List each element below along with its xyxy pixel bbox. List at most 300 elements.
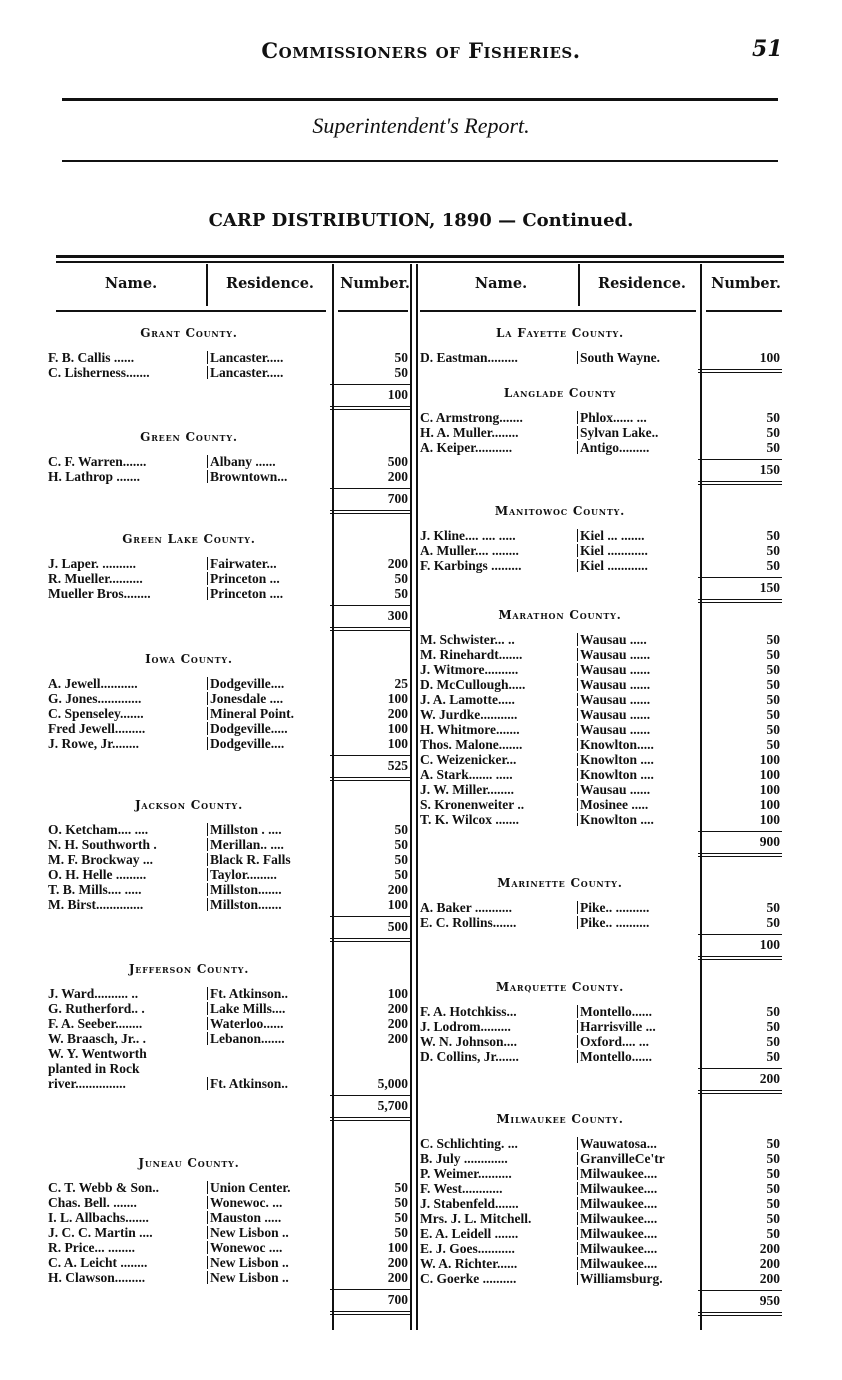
table-row — [420, 1256, 780, 1271]
number-cell: 100 — [387, 986, 408, 1001]
residence-cell: Waterloo...... — [210, 1016, 284, 1031]
name-cell: Mueller Bros........ — [48, 586, 151, 601]
cell-divider — [577, 529, 578, 542]
cell-divider — [207, 1196, 208, 1209]
number-cell: 50 — [766, 440, 780, 455]
name-cell: D. Collins, Jr....... — [420, 1049, 519, 1064]
cell-divider — [207, 707, 208, 720]
table-row — [420, 1136, 780, 1151]
number-cell: 50 — [394, 852, 408, 867]
number-cell: 50 — [766, 1019, 780, 1034]
name-cell: F. A. Seeber........ — [48, 1016, 143, 1031]
number-cell: 50 — [394, 350, 408, 365]
county-total: 900 — [759, 834, 780, 849]
table-row — [420, 528, 780, 543]
number-cell: 100 — [387, 721, 408, 736]
number-cell: 50 — [766, 1166, 780, 1181]
residence-cell: Millston....... — [210, 897, 282, 912]
table-row — [420, 752, 780, 767]
double-rule — [330, 406, 410, 410]
table-row — [48, 676, 408, 691]
county-heading: Juneau County. — [138, 1156, 240, 1170]
number-cell: 50 — [394, 837, 408, 852]
cell-divider — [207, 823, 208, 836]
table-row — [420, 1004, 780, 1019]
cell-divider — [577, 441, 578, 454]
residence-cell: Mauston ..... — [210, 1210, 282, 1225]
number-cell: 50 — [394, 1180, 408, 1195]
county-total: 100 — [387, 387, 408, 402]
residence-cell: Milwaukee.... — [580, 1166, 658, 1181]
number-cell: 100 — [759, 752, 780, 767]
cell-divider — [207, 351, 208, 364]
number-cell: 50 — [766, 737, 780, 752]
number-cell: 100 — [387, 691, 408, 706]
sum-rule — [698, 1290, 782, 1291]
cell-divider — [577, 901, 578, 914]
sum-rule — [330, 916, 410, 917]
cell-divider — [207, 677, 208, 690]
table-row — [420, 647, 780, 662]
table-row — [48, 837, 408, 852]
residence-cell: Montello...... — [580, 1004, 652, 1019]
cell-divider — [207, 366, 208, 379]
table-row — [48, 1255, 408, 1270]
table-row — [420, 1034, 780, 1049]
table-row — [420, 692, 780, 707]
name-cell: J. A. Lamotte..... — [420, 692, 515, 707]
number-cell: 100 — [759, 797, 780, 812]
residence-cell: Lancaster..... — [210, 350, 284, 365]
cell-divider — [207, 1226, 208, 1239]
cell-divider — [207, 572, 208, 585]
cell-divider — [577, 351, 578, 364]
table-row — [420, 632, 780, 647]
residence-cell: Harrisville ... — [580, 1019, 656, 1034]
table-row — [420, 1271, 780, 1286]
county-heading: Green County. — [140, 430, 238, 444]
cell-divider — [577, 648, 578, 661]
name-cell: M. Schwister... .. — [420, 632, 515, 647]
name-cell: C. F. Warren....... — [48, 454, 147, 469]
sum-rule — [330, 488, 410, 489]
cell-divider — [207, 898, 208, 911]
number-cell: 50 — [766, 915, 780, 930]
table-row — [420, 1196, 780, 1211]
table-row — [48, 1061, 408, 1076]
cell-divider — [207, 722, 208, 735]
residence-cell: Merillan.. .... — [210, 837, 284, 852]
county-heading: Grant County. — [140, 326, 238, 340]
cell-divider — [577, 1005, 578, 1018]
number-cell: 100 — [759, 767, 780, 782]
report-subtitle: Superintendent's Report. — [312, 113, 530, 138]
number-cell: 50 — [766, 1226, 780, 1241]
cell-divider — [577, 768, 578, 781]
cell-divider — [207, 557, 208, 570]
residence-cell: Milwaukee.... — [580, 1226, 658, 1241]
name-cell: C. Goerke .......... — [420, 1271, 517, 1286]
number-cell: 50 — [766, 692, 780, 707]
name-cell: E. C. Rollins....... — [420, 915, 517, 930]
header-underline — [706, 310, 782, 312]
residence-cell: Milwaukee.... — [580, 1196, 658, 1211]
name-cell: A. Jewell........... — [48, 676, 138, 691]
number-cell: 50 — [766, 647, 780, 662]
table-title: CARP DISTRIBUTION, 1890 — Continued. — [208, 210, 634, 231]
name-cell: J. W. Miller........ — [420, 782, 515, 797]
number-cell: 50 — [394, 1195, 408, 1210]
cell-divider — [207, 470, 208, 483]
residence-cell: Montello...... — [580, 1049, 652, 1064]
double-rule — [698, 1312, 782, 1316]
table-row — [48, 691, 408, 706]
table-row — [48, 469, 408, 484]
cell-divider — [577, 1257, 578, 1270]
table-row — [48, 1195, 408, 1210]
number-cell: 200 — [387, 469, 408, 484]
cell-divider — [577, 783, 578, 796]
divider — [410, 264, 412, 1330]
residence-cell: Knowlton .... — [580, 812, 654, 827]
sum-rule — [698, 934, 782, 935]
cell-divider — [207, 1002, 208, 1015]
name-cell: H. Lathrop ....... — [48, 469, 141, 484]
name-cell: C. Armstrong....... — [420, 410, 523, 425]
name-cell: M. Birst.............. — [48, 897, 144, 912]
residence-cell: Wausau ...... — [580, 677, 651, 692]
residence-cell: Pike.. .......... — [580, 900, 650, 915]
residence-cell: Browntown... — [210, 469, 288, 484]
name-cell: C. Lisherness....... — [48, 365, 150, 380]
table-row — [420, 425, 780, 440]
county-heading: Marquette County. — [495, 980, 625, 994]
cell-divider — [577, 1227, 578, 1240]
table-row — [420, 722, 780, 737]
number-cell: 200 — [387, 882, 408, 897]
number-cell: 50 — [394, 1225, 408, 1240]
number-cell: 50 — [766, 1136, 780, 1151]
name-cell: H. Whitmore....... — [420, 722, 520, 737]
cell-divider — [577, 663, 578, 676]
cell-divider — [577, 813, 578, 826]
double-rule — [698, 369, 782, 373]
name-cell: C. Schlichting. ... — [420, 1136, 518, 1151]
residence-cell: Fairwater... — [210, 556, 277, 571]
residence-cell: Knowlton .... — [580, 767, 654, 782]
residence-cell: Lake Mills.... — [210, 1001, 286, 1016]
double-rule — [330, 938, 410, 942]
residence-cell: Milwaukee.... — [580, 1181, 658, 1196]
number-cell: 500 — [387, 454, 408, 469]
table-row — [420, 900, 780, 915]
residence-cell: Knowlton..... — [580, 737, 654, 752]
cell-divider — [577, 738, 578, 751]
number-cell: 100 — [759, 812, 780, 827]
number-cell: 100 — [387, 736, 408, 751]
table-row — [420, 707, 780, 722]
table-row — [48, 571, 408, 586]
number-cell: 50 — [766, 410, 780, 425]
table-row — [420, 1166, 780, 1181]
cell-divider — [577, 916, 578, 929]
sum-rule — [330, 1095, 410, 1096]
cell-divider — [577, 1020, 578, 1033]
table-row — [420, 915, 780, 930]
county-heading: Jackson County. — [134, 798, 244, 812]
name-cell: A. Stark....... ..... — [420, 767, 513, 782]
name-cell: J. C. C. Martin .... — [48, 1225, 153, 1240]
double-rule — [330, 1311, 410, 1315]
table-row — [420, 797, 780, 812]
county-total: 950 — [759, 1293, 780, 1308]
table-row — [48, 1001, 408, 1016]
number-cell: 50 — [766, 528, 780, 543]
name-cell: G. Jones............. — [48, 691, 142, 706]
double-rule — [698, 853, 782, 857]
name-cell: J. Ward.......... .. — [48, 986, 139, 1001]
residence-cell: GranvilleCe'tr — [580, 1151, 665, 1166]
name-cell: E. J. Goes........... — [420, 1241, 515, 1256]
table-row — [48, 1270, 408, 1285]
col-number-right: Number. — [711, 275, 781, 292]
table-row — [48, 897, 408, 912]
col-residence-left: Residence. — [226, 275, 314, 292]
county-total: 700 — [387, 1292, 408, 1307]
table-row — [420, 410, 780, 425]
cell-divider — [207, 737, 208, 750]
residence-cell: Lebanon....... — [210, 1031, 285, 1046]
residence-cell: Kiel ............ — [580, 543, 648, 558]
name-cell: O. Ketcham.... .... — [48, 822, 149, 837]
cell-divider — [577, 1242, 578, 1255]
county-total: 150 — [759, 462, 780, 477]
county-heading: La Fayette County. — [496, 326, 624, 340]
name-cell: F. A. Hotchkiss... — [420, 1004, 517, 1019]
residence-cell: Sylvan Lake.. — [580, 425, 659, 440]
cell-divider — [207, 853, 208, 866]
cell-divider — [207, 1271, 208, 1284]
residence-cell: Milwaukee.... — [580, 1211, 658, 1226]
residence-cell: Pike.. .......... — [580, 915, 650, 930]
name-cell: C. T. Webb & Son.. — [48, 1180, 160, 1195]
divider — [206, 264, 208, 306]
name-cell: J. Laper. .......... — [48, 556, 137, 571]
table-row — [48, 1076, 408, 1091]
cell-divider — [207, 455, 208, 468]
name-cell: M. Rinehardt....... — [420, 647, 523, 662]
number-cell: 100 — [759, 782, 780, 797]
residence-cell: Mosinee ..... — [580, 797, 649, 812]
table-row — [48, 721, 408, 736]
residence-cell: Wauwatosa... — [580, 1136, 657, 1151]
name-cell: Mrs. J. L. Mitchell. — [420, 1211, 532, 1226]
residence-cell: Wausau ...... — [580, 782, 651, 797]
table-top-rule — [56, 255, 784, 258]
number-cell: 50 — [766, 707, 780, 722]
county-total: 100 — [759, 937, 780, 952]
table-row — [420, 662, 780, 677]
cell-divider — [577, 426, 578, 439]
name-cell: T. B. Mills.... ..... — [48, 882, 142, 897]
cell-divider — [207, 987, 208, 1000]
name-cell: G. Rutherford.. . — [48, 1001, 145, 1016]
name-cell: A. Keiper........... — [420, 440, 513, 455]
name-cell: O. H. Helle ......... — [48, 867, 147, 882]
table-row — [420, 1241, 780, 1256]
table-row — [420, 782, 780, 797]
county-heading: Green Lake County. — [122, 532, 256, 546]
table-row — [420, 558, 780, 573]
col-name-right: Name. — [474, 275, 528, 292]
cell-divider — [577, 1152, 578, 1165]
residence-cell: Williamsburg. — [580, 1271, 663, 1286]
sum-rule — [330, 605, 410, 606]
cell-divider — [207, 868, 208, 881]
number-cell: 200 — [387, 1016, 408, 1031]
residence-cell: New Lisbon .. — [210, 1225, 289, 1240]
residence-cell: New Lisbon .. — [210, 1270, 289, 1285]
name-cell: F. B. Callis ...... — [48, 350, 135, 365]
number-cell: 200 — [759, 1241, 780, 1256]
number-cell: 50 — [766, 1211, 780, 1226]
cell-divider — [577, 1272, 578, 1285]
name-cell: D. McCullough..... — [420, 677, 526, 692]
sum-rule — [330, 1289, 410, 1290]
name-cell: J. Kline.... .... ..... — [420, 528, 516, 543]
number-cell: 50 — [394, 586, 408, 601]
table-row — [48, 1180, 408, 1195]
page-number: 51 — [752, 36, 783, 62]
number-cell: 200 — [387, 1270, 408, 1285]
number-cell: 50 — [394, 1210, 408, 1225]
residence-cell: Wonewoc. ... — [210, 1195, 283, 1210]
cell-divider — [577, 633, 578, 646]
county-total: 300 — [387, 608, 408, 623]
col-number-left: Number. — [340, 275, 410, 292]
number-cell: 50 — [766, 662, 780, 677]
residence-cell: Ft. Atkinson.. — [210, 1076, 289, 1091]
number-cell: 100 — [759, 350, 780, 365]
residence-cell: Albany ...... — [210, 454, 276, 469]
residence-cell: Mineral Point. — [210, 706, 294, 721]
cell-divider — [207, 1017, 208, 1030]
county-heading: Langlade County — [503, 386, 617, 400]
name-cell: R. Price... ........ — [48, 1240, 135, 1255]
cell-divider — [577, 411, 578, 424]
table-row — [420, 1151, 780, 1166]
table-row — [48, 706, 408, 721]
county-heading: Manitowoc County. — [494, 504, 626, 518]
residence-cell: Oxford.... ... — [580, 1034, 649, 1049]
table-row — [48, 454, 408, 469]
residence-cell: Wausau ...... — [580, 722, 651, 737]
running-head: Commissioners of Fisheries. — [261, 38, 581, 63]
number-cell: 50 — [766, 1151, 780, 1166]
table-row — [48, 1240, 408, 1255]
table-row — [48, 822, 408, 837]
cell-divider — [207, 587, 208, 600]
residence-cell: Kiel ... ....... — [580, 528, 645, 543]
double-rule — [698, 1090, 782, 1094]
sum-rule — [330, 755, 410, 756]
cell-divider — [577, 1197, 578, 1210]
name-cell: C. Weizenicker... — [420, 752, 517, 767]
number-cell: 50 — [394, 822, 408, 837]
residence-cell: Princeton ... — [210, 571, 280, 586]
name-cell: J. Stabenfeld....... — [420, 1196, 519, 1211]
name-cell: W. Y. Wentworth — [48, 1046, 147, 1061]
name-cell: S. Kronenweiter .. — [420, 797, 525, 812]
double-rule — [330, 510, 410, 514]
name-cell: A. Baker ........... — [420, 900, 513, 915]
county-heading: Milwaukee County. — [496, 1112, 624, 1126]
name-cell: T. K. Wilcox ....... — [420, 812, 520, 827]
sum-rule — [698, 831, 782, 832]
number-cell: 200 — [387, 1031, 408, 1046]
table-row — [48, 1046, 408, 1061]
table-row — [420, 440, 780, 455]
residence-cell: Wausau ...... — [580, 647, 651, 662]
number-cell: 200 — [387, 1001, 408, 1016]
table-row — [48, 986, 408, 1001]
name-cell: F. Karbings ......... — [420, 558, 522, 573]
table-row — [48, 736, 408, 751]
cell-divider — [207, 1241, 208, 1254]
number-cell: 50 — [766, 632, 780, 647]
cell-divider — [577, 1050, 578, 1063]
number-cell: 50 — [766, 425, 780, 440]
number-cell: 5,000 — [377, 1076, 408, 1091]
residence-cell: Dodgeville..... — [210, 721, 288, 736]
name-cell: Thos. Malone....... — [420, 737, 523, 752]
cell-divider — [577, 1137, 578, 1150]
county-total: 200 — [759, 1071, 780, 1086]
header-underline — [420, 310, 696, 312]
number-cell: 200 — [759, 1271, 780, 1286]
cell-divider — [577, 559, 578, 572]
double-rule — [698, 956, 782, 960]
cell-divider — [577, 798, 578, 811]
residence-cell: Lancaster..... — [210, 365, 284, 380]
number-cell: 50 — [766, 677, 780, 692]
divider — [578, 264, 580, 306]
double-rule — [330, 1117, 410, 1121]
residence-cell: Wausau ...... — [580, 692, 651, 707]
table-row — [48, 1016, 408, 1031]
number-cell: 50 — [766, 558, 780, 573]
residence-cell: Dodgeville.... — [210, 676, 285, 691]
residence-cell: Black R. Falls — [210, 852, 291, 867]
county-total: 500 — [387, 919, 408, 934]
number-cell: 200 — [387, 556, 408, 571]
double-rule — [698, 599, 782, 603]
residence-cell: Milwaukee.... — [580, 1256, 658, 1271]
name-cell: A. Muller.... ........ — [420, 543, 519, 558]
number-cell: 50 — [766, 1034, 780, 1049]
cell-divider — [577, 678, 578, 691]
table-row — [48, 1210, 408, 1225]
cell-divider — [577, 708, 578, 721]
col-name-left: Name. — [104, 275, 158, 292]
residence-cell: Milwaukee.... — [580, 1241, 658, 1256]
name-cell: J. Witmore.......... — [420, 662, 519, 677]
number-cell: 200 — [387, 706, 408, 721]
cell-divider — [207, 838, 208, 851]
table-row — [48, 365, 408, 380]
table-row — [420, 1211, 780, 1226]
name-cell: I. L. Allbachs....... — [48, 1210, 149, 1225]
